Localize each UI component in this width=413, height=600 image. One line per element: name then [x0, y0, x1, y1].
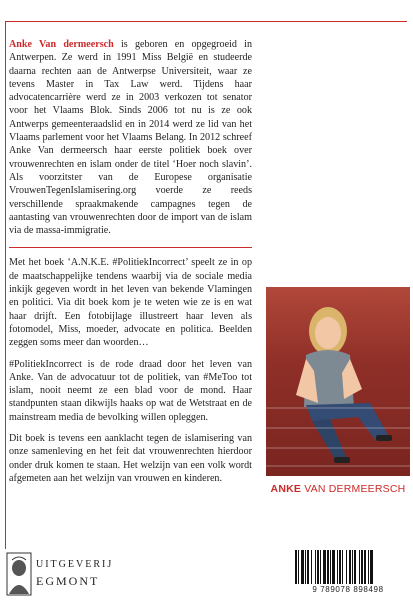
publisher-line2: EGMONT [36, 574, 100, 588]
photo-caption [266, 483, 410, 495]
paragraph-book: Met het boek ‘A.N.K.E. #PolitiekIncorrect’ speelt ze in op de maatschappelijke tendens waarbij via de sociale media inkijk gegeven wordt in het leven van bekende Vlamingen en politici. Via dit boek kom je te weten wie ze is en wat haar drijft. Een fotobijlage illustreert haar leven als fotomodel, Miss, moeder, advocate en politica. Beelden zeggen soms meer dan woorden… [9, 247, 252, 349]
paragraph-bio [9, 38, 252, 237]
publisher-line1: UITGEVERIJ [36, 559, 114, 570]
left-red-rule [5, 21, 6, 549]
publisher-portrait-icon [6, 552, 32, 596]
author-name-highlight: Anke Van dermeersch [9, 39, 114, 50]
paragraph-politiek-incorrect: #PolitiekIncorrect is de rode draad door het leven van Anke. Van de advocatuur tot de politiek, van #MeToo tot islam, nooit neemt ze een blad voor de mond. Haar standpunten staan dikwijls haaks op wat de Wetstraat en de mainstream media de bevolking willen opleggen. [9, 358, 252, 423]
paragraph-bio-body: is geboren en opgegroeid in Antwerpen. Ze werd in 1991 Miss België en studeerde daarna rechten aan de Antwerpse Universiteit, waar ze tevens Master in Tax Law werd. Tijdens haar advocatencarrière werd ze in 2003 verkozen tot senator voor het Vlaams Blok. Sinds 2006 tot nu is ze ook Antwerps gemeenteraadslid en in 2014 werd ze lid van het Vlaams parlement voor het Vlaams Belang. In 2012 schreef Anke Van dermeersch haar eerste politiek boek over vrouwenrechten en islam onder de titel ‘Hoer noch slavin’. Als voorzitster van de Europese organisatie VrouwenTegenIslamisering.org voerde ze reeds verschillende spraakmakende campagnes tegen de aantasting van vrouwenrechten door de import van de islam via de massa-immigratie. [9, 39, 252, 237]
top-red-rule [5, 21, 407, 22]
caption-last-name: VAN DERMEERSCH [304, 483, 406, 495]
isbn-number: 9 789078 898498 [312, 585, 384, 594]
publisher-logo [6, 552, 126, 596]
caption-first-name: ANKE [270, 483, 302, 495]
back-cover-text [9, 38, 252, 493]
author-photo [266, 287, 410, 476]
paragraph-aanklacht: Dit boek is tevens een aanklacht tegen de islamisering van onze samenleving en het feit dat vrouwenrechten hierdoor onder druk komen te staan. Het welzijn van een volk wordt afgemeten aan het welzijn van vrouwen en kinderen. [9, 433, 252, 484]
isbn-barcode [291, 550, 405, 595]
barcode-bars [291, 550, 405, 584]
